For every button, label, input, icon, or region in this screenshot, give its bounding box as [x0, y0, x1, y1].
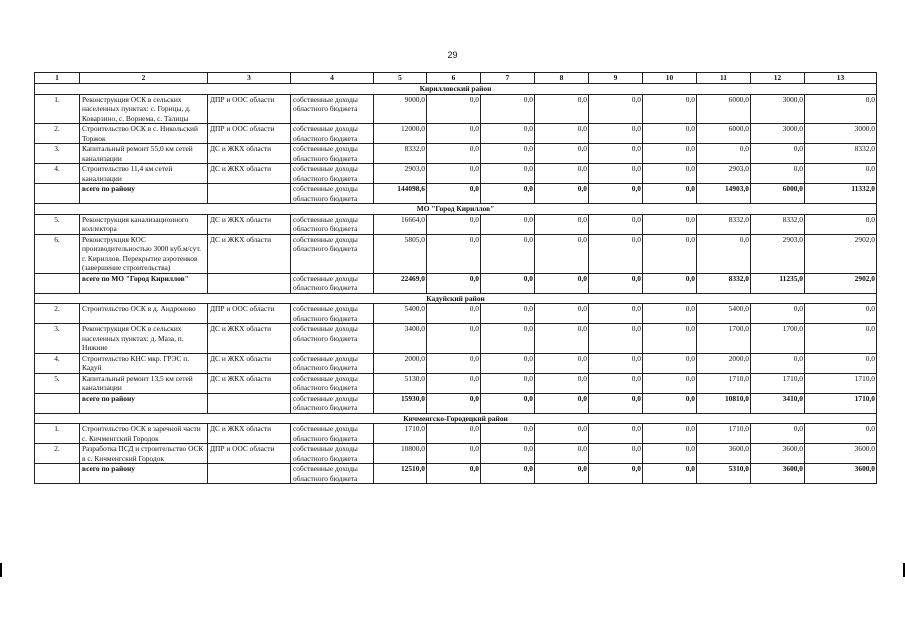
amount-cell: 0,0	[427, 373, 481, 393]
total-row	[35, 273, 877, 293]
amount-cell: 0,0	[535, 164, 589, 184]
row-number: 3.	[35, 324, 80, 354]
amount-cell: 2902,0	[805, 234, 877, 273]
funding-source: собственные доходы областного бюджета	[291, 324, 374, 354]
total-amount-cell: 0,0	[481, 184, 535, 204]
amount-cell: 0,0	[589, 164, 643, 184]
project-name: Реконструкция КОС производительностью 3000 куб.м/сут. г. Кириллов. Перекрытие аэротенков (завершение строительства)	[80, 234, 208, 273]
funding-source: собственные доходы областного бюджета	[291, 393, 374, 413]
project-name: Строительство ОСК в заречной части с. Кичменгский Городок	[80, 424, 208, 444]
section-header-row	[35, 204, 877, 215]
total-amount-cell: 0,0	[535, 273, 589, 293]
row-number: 3.	[35, 144, 80, 164]
column-header: 12	[751, 73, 805, 84]
amount-cell: 2903,0	[374, 164, 427, 184]
amount-cell: 0,0	[643, 164, 697, 184]
column-header: 1	[35, 73, 80, 84]
amount-cell: 0,0	[589, 324, 643, 354]
column-number-row	[35, 73, 877, 84]
funding-source: собственные доходы областного бюджета	[291, 94, 374, 124]
amount-cell: 1710,0	[805, 373, 877, 393]
total-amount-cell: 3600,0	[805, 464, 877, 484]
amount-cell: 8332,0	[374, 144, 427, 164]
amount-cell: 6000,0	[697, 94, 751, 124]
amount-cell: 0,0	[643, 373, 697, 393]
amount-cell: 0,0	[751, 424, 805, 444]
amount-cell: 0,0	[427, 424, 481, 444]
amount-cell: 0,0	[427, 124, 481, 144]
executor: ДС и ЖКХ области	[208, 324, 291, 354]
funding-source: собственные доходы областного бюджета	[291, 164, 374, 184]
total-amount-cell: 0,0	[481, 393, 535, 413]
total-amount-cell: 0,0	[481, 273, 535, 293]
amount-cell: 6000,0	[697, 124, 751, 144]
amount-cell: 0,0	[535, 324, 589, 354]
table-body	[35, 84, 877, 484]
amount-cell: 8332,0	[805, 144, 877, 164]
section-header-row	[35, 84, 877, 95]
table-row	[35, 444, 877, 464]
column-header: 9	[589, 73, 643, 84]
column-header: 10	[643, 73, 697, 84]
amount-cell: 0,0	[643, 94, 697, 124]
executor: ДС и ЖКХ области	[208, 164, 291, 184]
amount-cell: 0,0	[751, 164, 805, 184]
total-amount-cell: 3410,0	[751, 393, 805, 413]
executor	[208, 273, 291, 293]
executor: ДС и ЖКХ области	[208, 424, 291, 444]
amount-cell: 0,0	[805, 324, 877, 354]
project-name: Реконструкция ОСК в сельских населенных пунктах: с. Горицы, д. Коварзино, с. Ворнема, с. Талицы	[80, 94, 208, 124]
amount-cell: 0,0	[589, 94, 643, 124]
row-number: 1.	[35, 424, 80, 444]
table-row	[35, 94, 877, 124]
amount-cell: 2903,0	[751, 234, 805, 273]
amount-cell: 0,0	[643, 304, 697, 324]
row-number: 6.	[35, 234, 80, 273]
row-number	[35, 464, 80, 484]
amount-cell: 3000,0	[805, 124, 877, 144]
section-title: Кирилловский район	[35, 84, 877, 95]
executor: ДС и ЖКХ области	[208, 373, 291, 393]
amount-cell: 0,0	[481, 324, 535, 354]
column-header: 5	[374, 73, 427, 84]
left-edge-marker	[0, 563, 2, 577]
amount-cell: 0,0	[643, 234, 697, 273]
row-number	[35, 184, 80, 204]
table-row	[35, 424, 877, 444]
amount-cell: 12000,0	[374, 124, 427, 144]
total-amount-cell: 0,0	[535, 464, 589, 484]
executor	[208, 184, 291, 204]
amount-cell: 5400,0	[697, 304, 751, 324]
project-name: Реконструкция ОСК в сельских населенных пунктах: д. Маза, п. Нижние	[80, 324, 208, 354]
project-name: Капитальный ремонт 55,0 км сетей канализации	[80, 144, 208, 164]
funding-source: собственные доходы областного бюджета	[291, 304, 374, 324]
amount-cell: 0,0	[481, 353, 535, 373]
funding-source: собственные доходы областного бюджета	[291, 373, 374, 393]
column-header: 2	[80, 73, 208, 84]
amount-cell: 0,0	[643, 424, 697, 444]
total-amount-cell: 0,0	[427, 273, 481, 293]
column-header: 7	[481, 73, 535, 84]
total-amount-cell: 0,0	[589, 184, 643, 204]
funding-source: собственные доходы областного бюджета	[291, 273, 374, 293]
total-amount-cell: 2902,0	[805, 273, 877, 293]
program-table	[34, 72, 877, 484]
row-number: 2.	[35, 444, 80, 464]
funding-source: собственные доходы областного бюджета	[291, 214, 374, 234]
row-number: 4.	[35, 164, 80, 184]
project-name: Строительство ОСК в с. Никольский Торжок	[80, 124, 208, 144]
amount-cell: 5400,0	[374, 304, 427, 324]
column-header: 3	[208, 73, 291, 84]
amount-cell: 5805,0	[374, 234, 427, 273]
amount-cell: 0,0	[589, 444, 643, 464]
funding-source: собственные доходы областного бюджета	[291, 444, 374, 464]
amount-cell: 0,0	[427, 353, 481, 373]
executor: ДС и ЖКХ области	[208, 144, 291, 164]
funding-source: собственные доходы областного бюджета	[291, 234, 374, 273]
amount-cell: 0,0	[643, 144, 697, 164]
column-header: 8	[535, 73, 589, 84]
amount-cell: 0,0	[697, 234, 751, 273]
amount-cell: 1700,0	[751, 324, 805, 354]
amount-cell: 0,0	[589, 124, 643, 144]
table-row	[35, 144, 877, 164]
total-amount-cell: 0,0	[643, 184, 697, 204]
column-header: 4	[291, 73, 374, 84]
amount-cell: 0,0	[805, 304, 877, 324]
total-amount-cell: 10810,0	[697, 393, 751, 413]
row-number: 5.	[35, 214, 80, 234]
amount-cell: 0,0	[805, 94, 877, 124]
row-number: 4.	[35, 353, 80, 373]
amount-cell: 0,0	[535, 124, 589, 144]
total-amount-cell: 6000,0	[751, 184, 805, 204]
amount-cell: 0,0	[751, 144, 805, 164]
project-name: Строительство КНС мкр. ГРЭС п. Кадуй	[80, 353, 208, 373]
amount-cell: 0,0	[535, 234, 589, 273]
project-name: Строительство ОСК в д. Андроново	[80, 304, 208, 324]
amount-cell: 0,0	[535, 424, 589, 444]
amount-cell: 0,0	[535, 353, 589, 373]
amount-cell: 0,0	[427, 324, 481, 354]
total-amount-cell: 0,0	[535, 393, 589, 413]
total-row	[35, 393, 877, 413]
total-label: всего по району	[80, 184, 208, 204]
page-number: 29	[447, 50, 458, 60]
table-row	[35, 373, 877, 393]
table-row	[35, 164, 877, 184]
total-amount-cell: 14903,0	[697, 184, 751, 204]
executor: ДПР и ООС области	[208, 304, 291, 324]
total-amount-cell: 0,0	[535, 184, 589, 204]
amount-cell: 3000,0	[751, 94, 805, 124]
amount-cell: 0,0	[643, 124, 697, 144]
total-amount-cell: 0,0	[643, 464, 697, 484]
total-amount-cell: 8332,0	[697, 273, 751, 293]
section-title: Кичменгско-Городецкий район	[35, 413, 877, 424]
amount-cell: 3600,0	[751, 444, 805, 464]
total-label: всего по МО "Город Кириллов"	[80, 273, 208, 293]
amount-cell: 0,0	[697, 144, 751, 164]
amount-cell: 0,0	[535, 304, 589, 324]
funding-source: собственные доходы областного бюджета	[291, 144, 374, 164]
table-row	[35, 234, 877, 273]
amount-cell: 0,0	[589, 234, 643, 273]
amount-cell: 0,0	[427, 214, 481, 234]
amount-cell: 0,0	[481, 94, 535, 124]
table-row	[35, 304, 877, 324]
total-row	[35, 184, 877, 204]
amount-cell: 1710,0	[697, 373, 751, 393]
section-title: МО "Город Кириллов"	[35, 204, 877, 215]
amount-cell: 0,0	[589, 304, 643, 324]
table-row	[35, 324, 877, 354]
amount-cell: 0,0	[481, 304, 535, 324]
table-row	[35, 214, 877, 234]
amount-cell: 0,0	[805, 424, 877, 444]
amount-cell: 0,0	[589, 353, 643, 373]
amount-cell: 0,0	[427, 144, 481, 164]
project-name: Капитальный ремонт 13,5 км сетей канализации	[80, 373, 208, 393]
amount-cell: 3600,0	[805, 444, 877, 464]
total-row	[35, 464, 877, 484]
executor	[208, 464, 291, 484]
amount-cell: 0,0	[589, 144, 643, 164]
row-number	[35, 273, 80, 293]
amount-cell: 0,0	[643, 214, 697, 234]
amount-cell: 3000,0	[751, 124, 805, 144]
amount-cell: 2000,0	[374, 353, 427, 373]
executor: ДПР и ООС области	[208, 94, 291, 124]
total-amount-cell: 0,0	[481, 464, 535, 484]
amount-cell: 0,0	[481, 424, 535, 444]
total-amount-cell: 0,0	[643, 273, 697, 293]
amount-cell: 0,0	[535, 94, 589, 124]
amount-cell: 0,0	[805, 214, 877, 234]
amount-cell: 0,0	[427, 444, 481, 464]
amount-cell: 0,0	[481, 234, 535, 273]
amount-cell: 0,0	[481, 124, 535, 144]
amount-cell: 2903,0	[697, 164, 751, 184]
executor: ДПР и ООС области	[208, 444, 291, 464]
amount-cell: 0,0	[481, 444, 535, 464]
amount-cell: 9000,0	[374, 94, 427, 124]
total-amount-cell: 0,0	[589, 393, 643, 413]
executor: ДС и ЖКХ области	[208, 214, 291, 234]
amount-cell: 0,0	[427, 304, 481, 324]
executor	[208, 393, 291, 413]
amount-cell: 0,0	[751, 304, 805, 324]
total-amount-cell: 0,0	[589, 464, 643, 484]
amount-cell: 1710,0	[374, 424, 427, 444]
column-header: 6	[427, 73, 481, 84]
amount-cell: 0,0	[427, 94, 481, 124]
amount-cell: 0,0	[643, 444, 697, 464]
total-amount-cell: 0,0	[427, 393, 481, 413]
funding-source: собственные доходы областного бюджета	[291, 184, 374, 204]
amount-cell: 2000,0	[697, 353, 751, 373]
amount-cell: 0,0	[535, 444, 589, 464]
total-amount-cell: 11235,0	[751, 273, 805, 293]
total-amount-cell: 0,0	[427, 464, 481, 484]
amount-cell: 0,0	[535, 373, 589, 393]
total-amount-cell: 12510,0	[374, 464, 427, 484]
amount-cell: 0,0	[751, 353, 805, 373]
total-amount-cell: 0,0	[589, 273, 643, 293]
amount-cell: 0,0	[481, 164, 535, 184]
amount-cell: 8332,0	[697, 214, 751, 234]
amount-cell: 8332,0	[751, 214, 805, 234]
section-header-row	[35, 293, 877, 304]
executor: ДС и ЖКХ области	[208, 234, 291, 273]
amount-cell: 0,0	[805, 353, 877, 373]
total-amount-cell: 11332,0	[805, 184, 877, 204]
amount-cell: 0,0	[589, 373, 643, 393]
total-amount-cell: 5310,0	[697, 464, 751, 484]
amount-cell: 0,0	[427, 234, 481, 273]
row-number: 2.	[35, 124, 80, 144]
total-amount-cell: 0,0	[643, 393, 697, 413]
total-label: всего по району	[80, 393, 208, 413]
amount-cell: 0,0	[589, 424, 643, 444]
amount-cell: 1710,0	[697, 424, 751, 444]
amount-cell: 0,0	[535, 214, 589, 234]
amount-cell: 1710,0	[751, 373, 805, 393]
table-row	[35, 124, 877, 144]
amount-cell: 0,0	[535, 144, 589, 164]
amount-cell: 0,0	[427, 164, 481, 184]
project-name: Разработка ПСД и строительство ОСК в с. Кичменгский Городок	[80, 444, 208, 464]
amount-cell: 0,0	[805, 164, 877, 184]
row-number: 1.	[35, 94, 80, 124]
total-amount-cell: 144098,6	[374, 184, 427, 204]
amount-cell: 5130,0	[374, 373, 427, 393]
row-number: 5.	[35, 373, 80, 393]
column-header: 11	[697, 73, 751, 84]
amount-cell: 3600,0	[697, 444, 751, 464]
amount-cell: 0,0	[481, 373, 535, 393]
amount-cell: 0,0	[481, 214, 535, 234]
executor: ДПР и ООС области	[208, 124, 291, 144]
amount-cell: 0,0	[589, 214, 643, 234]
total-amount-cell: 3600,0	[751, 464, 805, 484]
section-title: Кадуйский район	[35, 293, 877, 304]
amount-cell: 0,0	[643, 324, 697, 354]
total-amount-cell: 1710,0	[805, 393, 877, 413]
funding-source: собственные доходы областного бюджета	[291, 124, 374, 144]
total-label: всего по району	[80, 464, 208, 484]
row-number	[35, 393, 80, 413]
column-header: 13	[805, 73, 877, 84]
amount-cell: 1700,0	[697, 324, 751, 354]
table-row	[35, 353, 877, 373]
project-name: Реконструкция канализационного коллектора	[80, 214, 208, 234]
amount-cell: 3400,0	[374, 324, 427, 354]
funding-source: собственные доходы областного бюджета	[291, 353, 374, 373]
amount-cell: 10800,0	[374, 444, 427, 464]
total-amount-cell: 22469,0	[374, 273, 427, 293]
funding-source: собственные доходы областного бюджета	[291, 464, 374, 484]
funding-source: собственные доходы областного бюджета	[291, 424, 374, 444]
amount-cell: 0,0	[481, 144, 535, 164]
amount-cell: 16664,0	[374, 214, 427, 234]
row-number: 2.	[35, 304, 80, 324]
total-amount-cell: 0,0	[427, 184, 481, 204]
project-name: Строительство 11,4 км сетей канализации	[80, 164, 208, 184]
section-header-row	[35, 413, 877, 424]
amount-cell: 0,0	[643, 353, 697, 373]
total-amount-cell: 15930,0	[374, 393, 427, 413]
executor: ДС и ЖКХ области	[208, 353, 291, 373]
